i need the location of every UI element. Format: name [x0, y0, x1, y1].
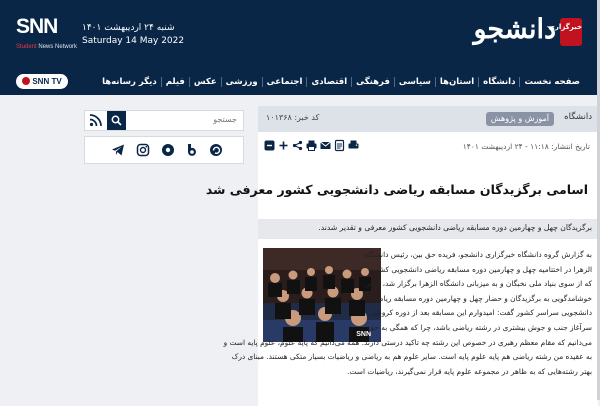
- body-line-3: که از سوی بنیاد ملی نخبگان و به میزبانی دانشگاه الزهرا برگزار شد، ضمن: [364, 279, 592, 289]
- photo-watermark: SNN: [356, 331, 371, 338]
- search-input[interactable]: جستجو: [213, 115, 237, 124]
- breadcrumb-sub[interactable]: آموزش و پژوهش: [486, 112, 554, 126]
- article-lead: [258, 219, 598, 239]
- date-persian: شنبه ۲۴ اردیبهشت ۱۴۰۱: [82, 23, 175, 33]
- danshjoo-logo[interactable]: [473, 14, 582, 54]
- share-icon[interactable]: [292, 140, 303, 151]
- lead-text: برگزیدگان چهل و چهارمین دوره مسابقه ریاضی دانشجویی کشور معرفی و تقدیر شدند.: [318, 223, 592, 232]
- nav-sports[interactable]: ورزشی: [225, 77, 258, 87]
- snn-sub-red: Student: [16, 44, 37, 50]
- nav-society[interactable]: اجتماعی: [266, 77, 303, 87]
- rss-icon[interactable]: [89, 114, 102, 127]
- article-title: اسامی برگزیدگان مسابقه ریاضی دانشجویی کشور معرفی شد: [205, 182, 588, 197]
- body-line-4: خوشامدگویی به برگزیدگان و حضار چهل و چهارمین دوره مسابقه ریاضیات: [365, 293, 592, 303]
- site-header: [0, 0, 600, 95]
- main-nav: [98, 74, 584, 90]
- social-bar: [84, 136, 244, 164]
- body-line-6: سرآغاز جنب و جوش بیشتری در رشته ریاضی باشد، چرا که همگی به حق: [368, 322, 592, 332]
- snn-logo-text: SNN: [16, 15, 58, 38]
- header-dates: [82, 22, 184, 48]
- search-icon: [111, 115, 122, 126]
- instagram-icon[interactable]: [136, 143, 150, 157]
- print-icon[interactable]: [306, 140, 317, 151]
- nav-culture[interactable]: فرهنگی: [356, 77, 390, 87]
- breadcrumb-main[interactable]: دانشگاه: [564, 112, 592, 122]
- edit-icon[interactable]: [209, 143, 223, 157]
- body-line-8: به عقیده من رشته ریاضی هم پایه علوم پایه است. سایر علوم هم به ریاضی و ریاضیات بسیار متکی هستند. مبنای درک: [231, 352, 592, 362]
- nav-politics[interactable]: سیاسی: [398, 77, 431, 87]
- minus-icon[interactable]: [264, 140, 275, 151]
- publish-date: تاریخ انتشار: ۱۱:۱۸ - ۲۴ اردیبهشت ۱۴۰۱: [462, 142, 590, 151]
- breadcrumb: [258, 106, 598, 132]
- search-box[interactable]: [84, 110, 244, 131]
- nav-provinces[interactable]: استان‌ها: [439, 77, 475, 87]
- logo-text: دانشجو: [473, 14, 556, 45]
- printer-icon[interactable]: [348, 140, 359, 151]
- snn-logo[interactable]: [16, 15, 78, 57]
- article-body: [223, 248, 592, 406]
- logo-badge: خبرگزاری: [560, 18, 582, 46]
- snn-logo-subtitle: [16, 44, 77, 50]
- date-english: Saturday 14 May 2022: [82, 36, 185, 46]
- snn-tv-label: SNN TV: [32, 77, 62, 86]
- body-line-1: به گزارش گروه دانشگاه خبرگزاری دانشجو، فریده حق بین، رئیس دانشگاه: [364, 250, 592, 259]
- email-icon[interactable]: [320, 140, 331, 151]
- body-line-2: الزهرا در اختتامیه چهل و چهارمین دوره مسابقه ریاضی دانشجویی کشور: [371, 264, 592, 274]
- nav-video[interactable]: فیلم: [165, 77, 185, 87]
- tv-dot-icon: [22, 77, 30, 85]
- telegram-icon[interactable]: [111, 143, 125, 157]
- document-icon[interactable]: [334, 140, 345, 151]
- nav-economy[interactable]: اقتصادی: [311, 77, 348, 87]
- body-line-5: دانشجویی سراسر کشور گفت: امیدوارم این مسابقه بعد از دوره کرونایی: [369, 308, 592, 318]
- aparat-icon[interactable]: [161, 143, 175, 157]
- search-button[interactable]: [107, 111, 126, 130]
- snn-tv-button[interactable]: [16, 74, 68, 89]
- news-code: کد خبر: ۱۰۱۳۶۸: [266, 113, 320, 122]
- bale-icon[interactable]: [185, 143, 199, 157]
- article-tools: [264, 140, 359, 154]
- nav-other-media[interactable]: دیگر رسانه‌ها: [102, 77, 157, 87]
- nav-university[interactable]: دانشگاه: [483, 77, 516, 87]
- plus-icon[interactable]: [278, 140, 289, 151]
- snn-sub-rest: News Network: [36, 44, 78, 50]
- body-line-7: می‌دانیم که مقام معظم رهبری در خصوص این رشته چه تاکید درستی دارند. همه می‌دانیم که پایه علوم، علوم پایه است و: [223, 337, 592, 347]
- body-line-9: بهتر رشته‌هایی که به ظاهر در مجموعه علوم پایه قرار نمی‌گیرند، ریاضیات است.: [347, 366, 592, 376]
- nav-home[interactable]: صفحه نخست: [524, 77, 580, 87]
- nav-photo[interactable]: عکس: [193, 77, 217, 87]
